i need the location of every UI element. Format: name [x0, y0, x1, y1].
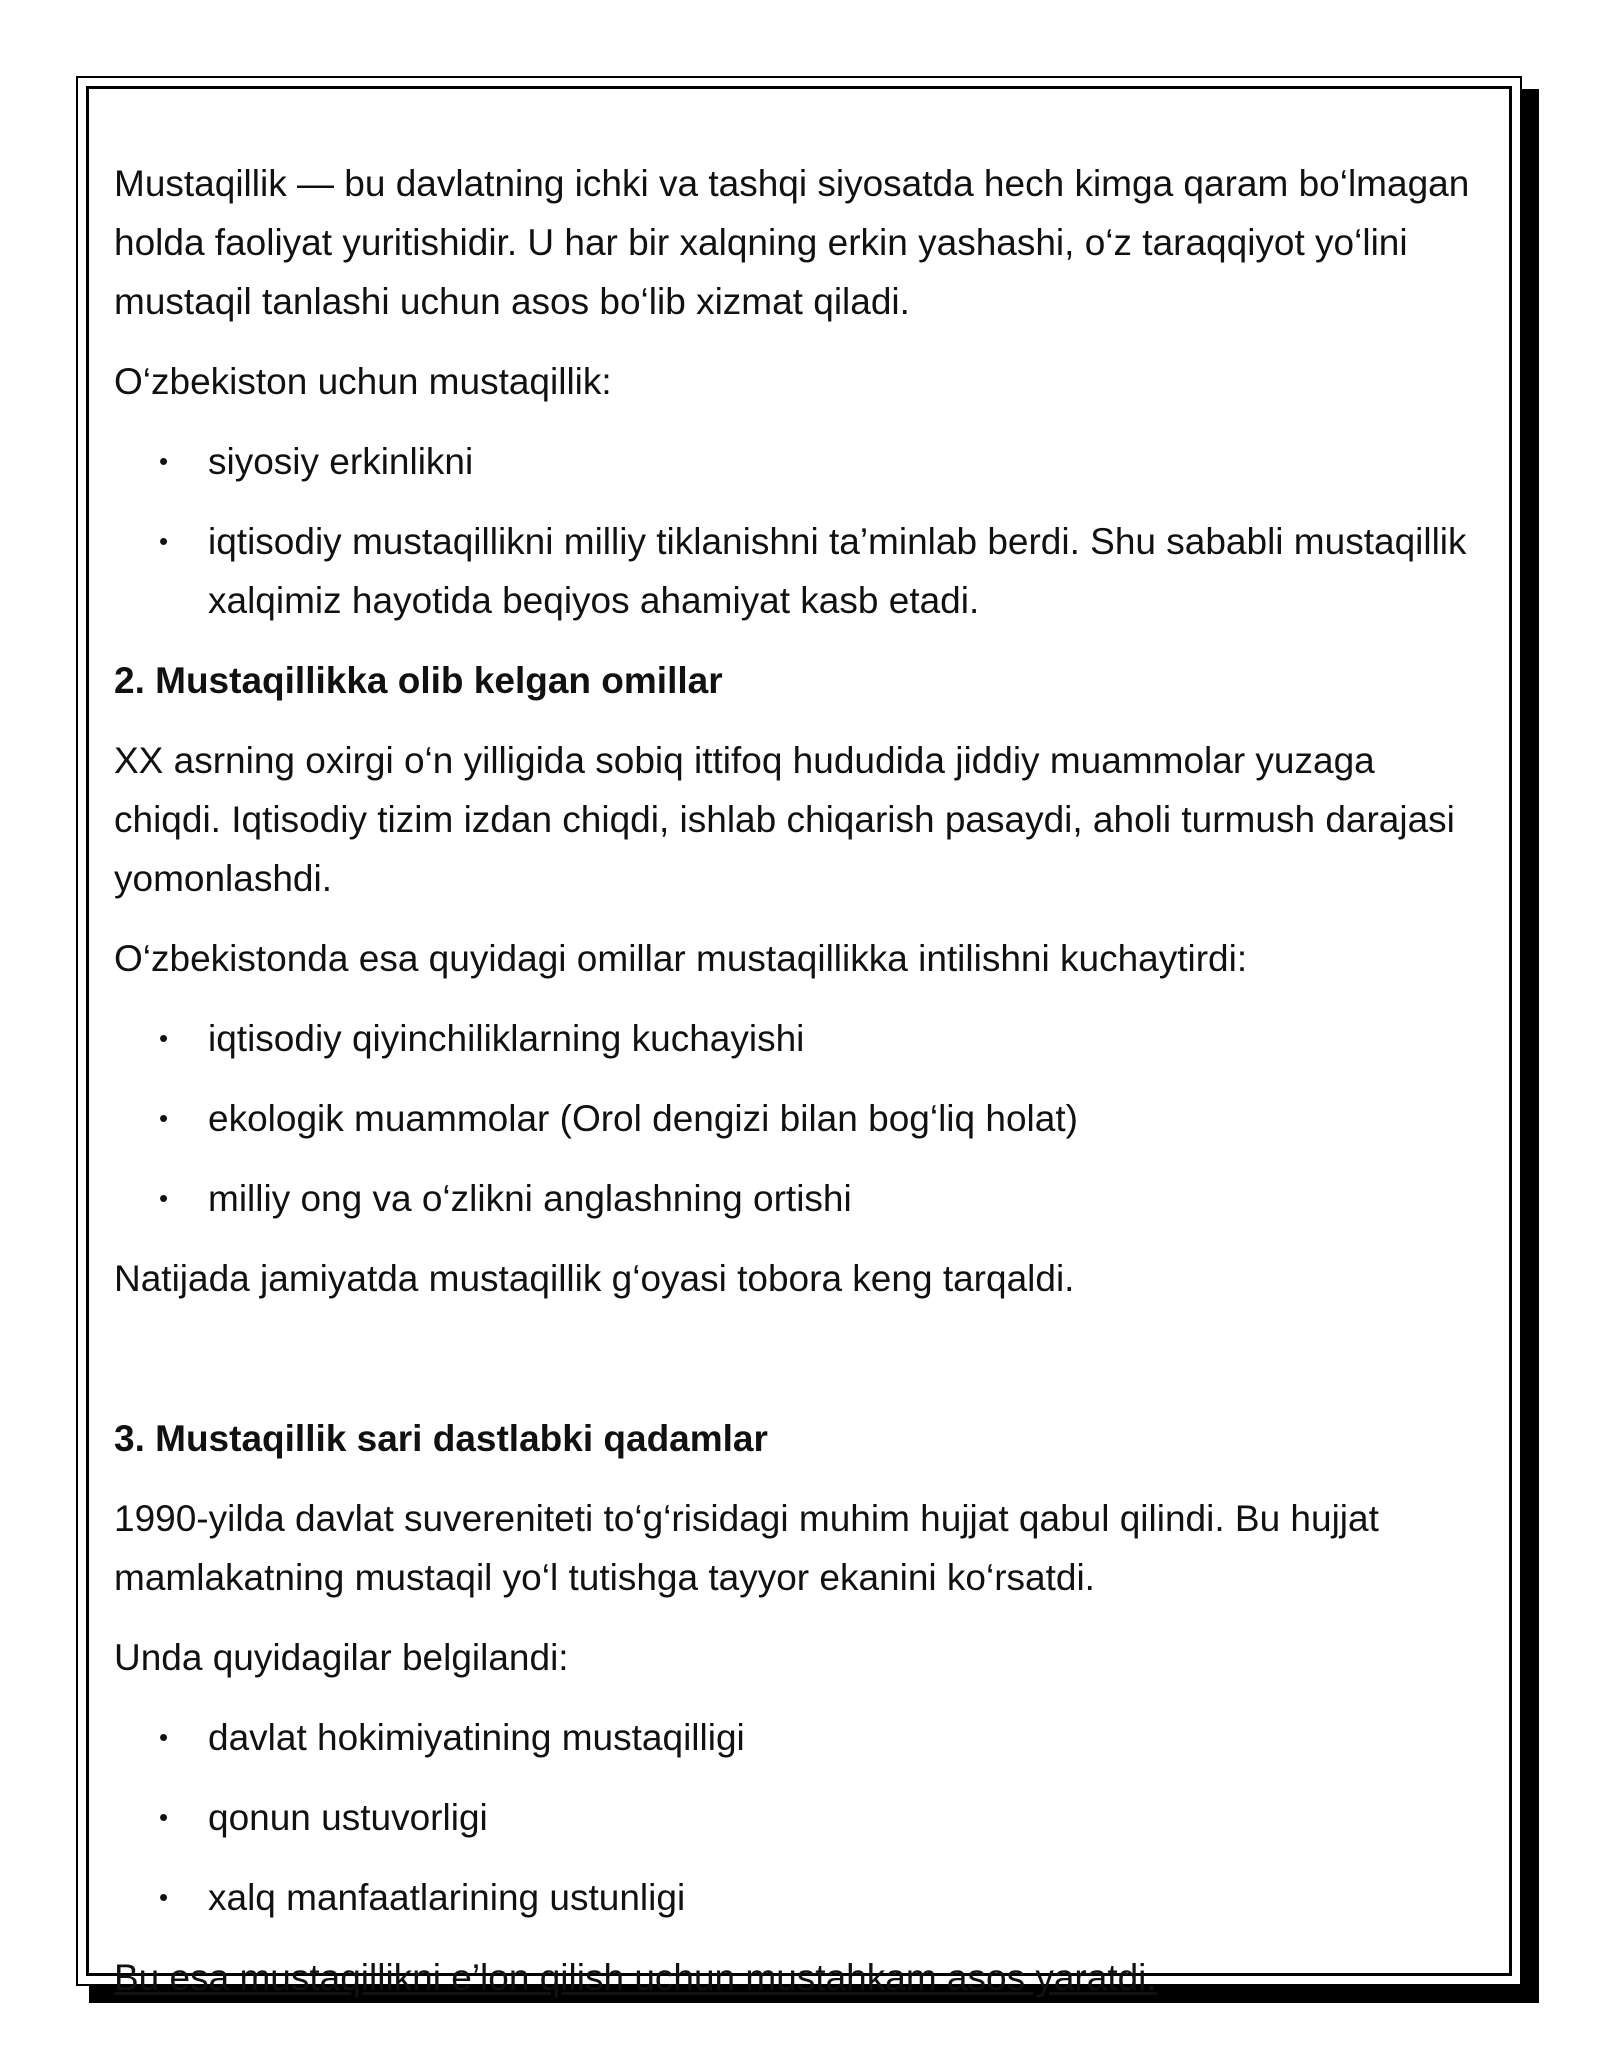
- intro-paragraph: Mustaqillik — bu davlatning ichki va tashqi siyosatda hech kimga qaram bo‘lmagan holda faoliyat yuritishidir. U har bir xalqning erkin yashashi, o‘z taraqqiyot yo‘lini mustaqil tanlashi uchun asos bo‘lib xizmat qiladi.: [114, 163, 1470, 322]
- section3-list-lead: Unda quyidagilar belgilandi:: [114, 1637, 569, 1678]
- section2-paragraph: XX asrning oxirgi o‘n yilligida sobiq ittifoq hududida jiddiy muammolar yuzaga chiqdi. Iqtisodiy tizim izdan chiqdi, ishlab chiqarish pasaydi, aholi turmush darajasi yomonlashdi.: [114, 740, 1455, 899]
- list-item-text: qonun ustuvorligi: [208, 1797, 488, 1838]
- section3-conclusion: Bu esa mustaqillikni e’lon qilish uchun mustahkam asos yaratdi.: [114, 1957, 1157, 1998]
- list-item-text: siyosiy erkinlikni: [208, 441, 474, 482]
- list-item-text: milliy ong va o‘zlikni anglashning ortishi: [208, 1178, 852, 1219]
- section2-conclusion: Natijada jamiyatda mustaqillik g‘oyasi tobora keng tarqaldi.: [114, 1258, 1075, 1299]
- section2-list-lead: O‘zbekistonda esa quyidagi omillar mustaqillikka intilishni kuchaytirdi:: [114, 938, 1248, 979]
- document-body: [114, 154, 1484, 2028]
- section-heading: 2. Mustaqillikka olib kelgan omillar: [114, 660, 723, 701]
- list-item-text: xalq manfaatlarining ustunligi: [208, 1877, 686, 1918]
- list-item: [114, 1089, 1484, 1148]
- intro-bullet-list: [114, 432, 1484, 630]
- list-item: [114, 1788, 1484, 1847]
- section3-paragraph: 1990-yilda davlat suvereniteti to‘g‘risidagi muhim hujjat qabul qilindi. Bu hujjat mamlakatning mustaqil yo‘l tutishga tayyor ekanini ko‘rsatdi.: [114, 1498, 1379, 1598]
- list-item: [114, 1868, 1484, 1927]
- list-item-text: davlat hokimiyatining mustaqilligi: [208, 1717, 745, 1758]
- intro-list-lead: O‘zbekiston uchun mustaqillik:: [114, 361, 612, 402]
- bullet-icon: •: [159, 1023, 169, 1053]
- section-spacer: [114, 1329, 1484, 1409]
- section3-bullet-list: [114, 1708, 1484, 1927]
- section2-bullet-list: [114, 1009, 1484, 1228]
- page-frame: [76, 76, 1522, 1998]
- section-heading: 3. Mustaqillik sari dastlabki qadamlar: [114, 1418, 768, 1459]
- list-item: [114, 1708, 1484, 1767]
- bullet-icon: •: [159, 1103, 169, 1133]
- bullet-icon: •: [159, 526, 169, 556]
- bullet-icon: •: [159, 1722, 169, 1752]
- list-item: [114, 1009, 1484, 1068]
- bullet-icon: •: [159, 1882, 169, 1912]
- bullet-icon: •: [159, 446, 169, 476]
- page-border: [86, 86, 1512, 1998]
- list-item: [114, 1169, 1484, 1228]
- list-item-text: iqtisodiy qiyinchiliklarning kuchayishi: [208, 1018, 805, 1059]
- list-item-text: ekologik muammolar (Orol dengizi bilan bog‘liq holat): [208, 1098, 1078, 1139]
- bullet-icon: •: [159, 1183, 169, 1213]
- list-item-text: iqtisodiy mustaqillikni milliy tiklanishni ta’minlab berdi. Shu sababli mustaqillik xalqimiz hayotida beqiyos ahamiyat kasb etadi.: [208, 521, 1467, 621]
- list-item: [114, 512, 1484, 630]
- bullet-icon: •: [159, 1802, 169, 1832]
- list-item: [114, 432, 1484, 491]
